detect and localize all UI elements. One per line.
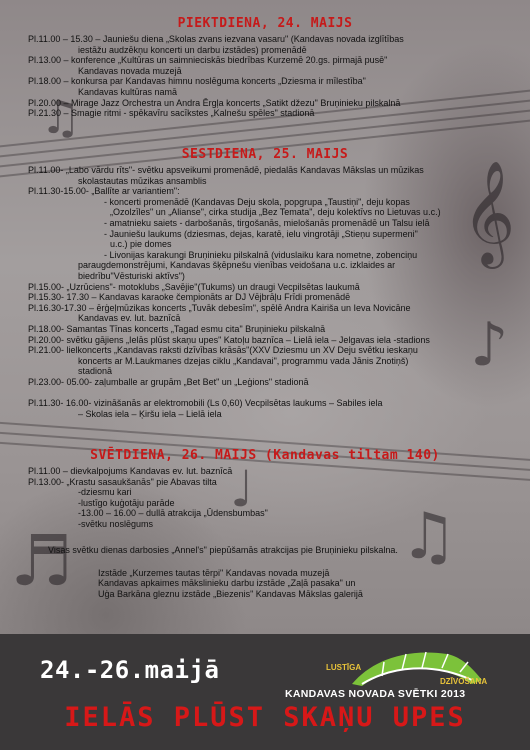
event-line: – Skolas iela – Ķiršu iela – Lielā iela xyxy=(78,408,222,419)
note-line: Visas svētku dienas darbosies „Annel's" piepūšamās atrakcijas pie Bruņinieku pilskalna. xyxy=(48,545,398,555)
event-line: Pl.20.00 – Mirage Jazz Orchestra un Andra Ērgļa koncerts „Satikt džezu" Bruņinieku pilskalnā xyxy=(28,97,401,108)
event-line: Pl.15.30- 17.30 – Kandavas karaoke čempionāts ar DJ Vējbrāļu Frīdi promenādē xyxy=(28,292,351,303)
music-note-icon: ♩ xyxy=(230,460,254,518)
event-line: paraugdemonstrējumi, Kandavas šķēpnešu vienības veidošana u.c. izklaides ar xyxy=(78,260,396,271)
festival-name: KANDAVAS NOVADA SVĒTKI 2013 xyxy=(285,688,466,700)
notes-section xyxy=(0,545,530,599)
event-line: Pl.15.00- „Uzrūciens"- motoklubs „Savējie"(Tukums) un draugi Vecpilsētas laukumā xyxy=(28,281,360,292)
music-note-icon: ♬ xyxy=(10,520,73,602)
treble-clef-icon: 𝄞 xyxy=(462,160,516,265)
note-line: Kandavas apkaimes mākslinieku darbu izstāde „Zaļā pasaka" un xyxy=(98,578,356,589)
music-note-icon: ♫ xyxy=(400,500,458,574)
note-line: Izstāde „Kurzemes tautas tērpi" Kandavas novada muzejā xyxy=(98,567,330,578)
event-dates: 24.-26.maijā xyxy=(40,656,220,684)
logo-text-left: LUSTĪGA xyxy=(326,663,362,672)
event-line: Pl.11.00 – dievkalpojums Kandavas ev. lut. baznīcā xyxy=(28,466,233,476)
event-line: -13.00 – 16.00 – dullā atrakcija „Ūdensbumbas" xyxy=(78,508,268,519)
event-line: stadionā xyxy=(78,366,113,377)
event-line: Pl.13.00- „Krastu sasaukšanās" pie Abavas tilta xyxy=(28,476,217,487)
logo-text-right: DZĪVOŠANA xyxy=(440,677,488,686)
event-line: -lustīgo kuģotāju parāde xyxy=(78,497,175,508)
festival-logo-icon xyxy=(322,640,498,690)
event-line: -dziesmu kari xyxy=(78,487,132,498)
note-line: Uģa Barkāna gleznu izstāde „Biezenis" Kandavas Mākslas galerijā xyxy=(98,588,363,599)
event-line: koncerts ar M.Laukmanes dzejas ciklu „Kandavai", programmu vada Jānis Znotiņš) xyxy=(78,355,409,366)
event-line xyxy=(0,387,530,398)
music-note-icon: ♫ xyxy=(40,90,82,144)
event-line: Pl.11.00- „Labo vārdu rīts"- svētku apsveikumi promenādē, piedalās Kandavas Mākslas un mūzikas xyxy=(28,165,424,175)
saturday-title: SESTDIENA, 25. MAIJS xyxy=(181,147,349,162)
event-line: - Livonijas karakungi Bruņinieku pilskalnā (viduslaiku kara nometne, zobenciņu xyxy=(104,249,418,260)
event-line: Pl.11.00 – 15.30 – Jauniešu diena „Skolas zvans iezvana vasaru" (Kandavas novada izglītības xyxy=(28,34,404,44)
event-line: skolastautas mūzikas ansamblis xyxy=(78,175,207,186)
friday-title: PIEKTDIENA, 24. MAIJS xyxy=(177,16,353,31)
event-line: -svētku noslēgums xyxy=(78,518,154,529)
event-line: Pl.11.30- 16.00- vizināšanās ar elektromobili (Ls 0,60) Vecpilsētas laukums – Sabiles iela xyxy=(28,398,383,409)
saturday-section xyxy=(0,147,530,419)
event-line: biedrību"Vēsturiski aktīvs") xyxy=(78,270,185,281)
event-line: Pl.23.00- 05.00- zaļumballe ar grupām „Bet Bet" un „Leģions" stadionā xyxy=(28,376,309,387)
event-line: - Jauniešu laukums (dziesmas, dejas, karatē, ielu vingrotāji „Stieņu supermeni" xyxy=(104,228,418,239)
sunday-title: SVĒTDIENA, 26. MAIJS (Kandavas tiltam 140) xyxy=(90,448,440,463)
event-line: Kandavas kultūras namā xyxy=(78,86,178,97)
event-line: Kandavas ev. lut. baznīcā xyxy=(78,313,181,324)
event-line: Pl.18.00- Samantas Tīnas koncerts „Tagad esmu cita" Bruņinieku pilskalnā xyxy=(28,323,326,334)
music-note-icon: ♪ xyxy=(470,310,509,380)
event-line: Pl.16.30-17.30 – ērģeļmūzikas koncerts „Tuvāk debesīm", spēlē Andra Kairiša un Ieva Novicāne xyxy=(28,302,411,313)
festival-slogan: IELĀS PLŪST SKAŅU UPES xyxy=(64,702,466,733)
friday-section xyxy=(0,16,530,119)
event-line: - koncerti promenādē (Kandavas Deju skola, popgrupa „Taustiņi", deju kopas xyxy=(104,196,410,207)
event-line: Pl.21.30 – Smagie ritmi - spēkavīru sacīkstes „Kalnešu spēles" stadionā xyxy=(28,108,315,119)
sunday-section xyxy=(0,448,530,530)
event-line: Pl.18.00 – konkursa par Kandavas himnu noslēguma koncerts „Dziesma ir mīlestība" xyxy=(28,76,366,87)
event-line: Pl.11.30-15.00- „Ballīte ar variantiem": xyxy=(28,186,180,197)
event-line: „Ozolzīles" un „Alianse", cirka studija „Bez Temata", deju kolektīvs no Lietuvas u.c.) xyxy=(110,207,441,218)
event-line: Kandavas novada muzejā xyxy=(78,65,182,76)
event-line: Pl.20.00- svētku gājiens „Ielās plūst skaņu upes" Katoļu baznīca – Lielā iela – Jelgavas iela -stadions xyxy=(28,334,430,345)
event-line: - amatnieku saiets - darbošanās, tirgošanās, mielošanās promenādē un Talsu ielā xyxy=(104,217,430,228)
event-line: Pl.13.00 – konference „Kultūras un saimnieciskās biedrības Kurzemē 20.gs. pirmajā pusē" xyxy=(28,55,388,66)
event-line: Pl.21.00- lielkoncerts „Kandavas raksti dzīvības krāsās"(XXV Dziesmu un XV Deju svētku ieskaņu xyxy=(28,345,418,356)
event-line: u.c.) pie domes xyxy=(110,239,172,250)
event-line: iestāžu audzēkņu koncerti un darbu izstādes) promenādē xyxy=(78,44,307,55)
